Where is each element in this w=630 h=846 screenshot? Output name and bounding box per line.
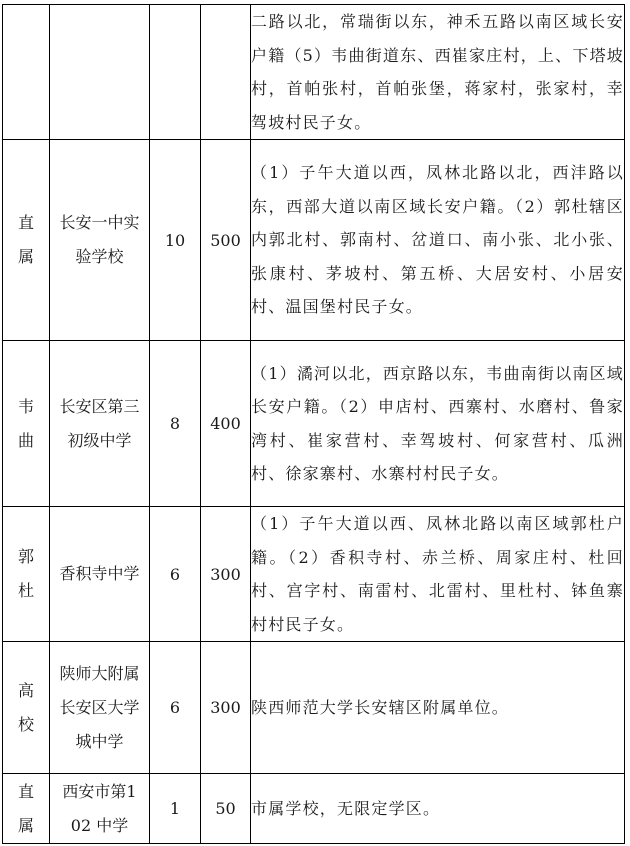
district-cell: 郭杜 — [3, 507, 50, 642]
catchment-area-cell: 陕西师范大学长安辖区附属单位。 — [251, 642, 625, 774]
district-cell: 高校 — [3, 642, 50, 774]
catchment-area-cell: （1）潏河以北，西京路以东，韦曲南街以南区域长安户籍。（2）申店村、西寨村、水磨村、鲁家湾村、崔家营村、幸驾坡村、何家营村、瓜洲村、徐家寨村、水寨村村民子女。 — [251, 341, 625, 507]
class-count-cell — [150, 5, 201, 140]
district-cell — [3, 5, 50, 140]
catchment-area-cell: 市属学校，无限定学区。 — [251, 774, 625, 844]
school-cell: 陕师大附属长安区大学城中学 — [50, 642, 150, 774]
table-row — [3, 341, 625, 507]
table-row — [3, 774, 625, 844]
school-cell: 长安一中实验学校 — [50, 140, 150, 341]
enrollment-count-cell — [201, 5, 251, 140]
school-cell — [50, 5, 150, 140]
enrollment-zone-table — [2, 4, 625, 844]
class-count-cell: 1 — [150, 774, 201, 844]
school-cell: 香积寺中学 — [50, 507, 150, 642]
catchment-area-cell: 二路以北，常瑞街以东，神禾五路以南区域长安户籍（5）韦曲街道东、西崔家庄村，上、下塔坡村，首帕张村，首帕张堡，蒋家村，张家村，幸驾坡村民子女。 — [251, 5, 625, 140]
enrollment-count-cell: 300 — [201, 642, 251, 774]
table-row — [3, 140, 625, 341]
table-row — [3, 642, 625, 774]
enrollment-count-cell: 50 — [201, 774, 251, 844]
class-count-cell: 10 — [150, 140, 201, 341]
catchment-area-cell: （1）子午大道以西，凤林北路以北，西沣路以东，西部大道以南区域长安户籍。（2）郭杜辖区内郭北村、郭南村、岔道口、南小张、北小张、张康村、茅坡村、第五桥、大居安村、小居安村、温国堡村民子女。 — [251, 140, 625, 341]
district-cell: 直属 — [3, 140, 50, 341]
class-count-cell: 8 — [150, 341, 201, 507]
district-cell: 直属 — [3, 774, 50, 844]
school-cell: 长安区第三初级中学 — [50, 341, 150, 507]
enrollment-count-cell: 400 — [201, 341, 251, 507]
enrollment-count-cell: 500 — [201, 140, 251, 341]
table-row — [3, 5, 625, 140]
catchment-area-cell: （1）子午大道以西、凤林北路以南区域郭杜户籍。（2）香积寺村、赤兰桥、周家庄村、杜回村、宫字村、南雷村、北雷村、里杜村、钵鱼寨村村民子女。 — [251, 507, 625, 642]
table-row — [3, 507, 625, 642]
enrollment-count-cell: 300 — [201, 507, 251, 642]
class-count-cell: 6 — [150, 507, 201, 642]
school-cell: 西安市第102 中学 — [50, 774, 150, 844]
class-count-cell: 6 — [150, 642, 201, 774]
district-cell: 韦曲 — [3, 341, 50, 507]
